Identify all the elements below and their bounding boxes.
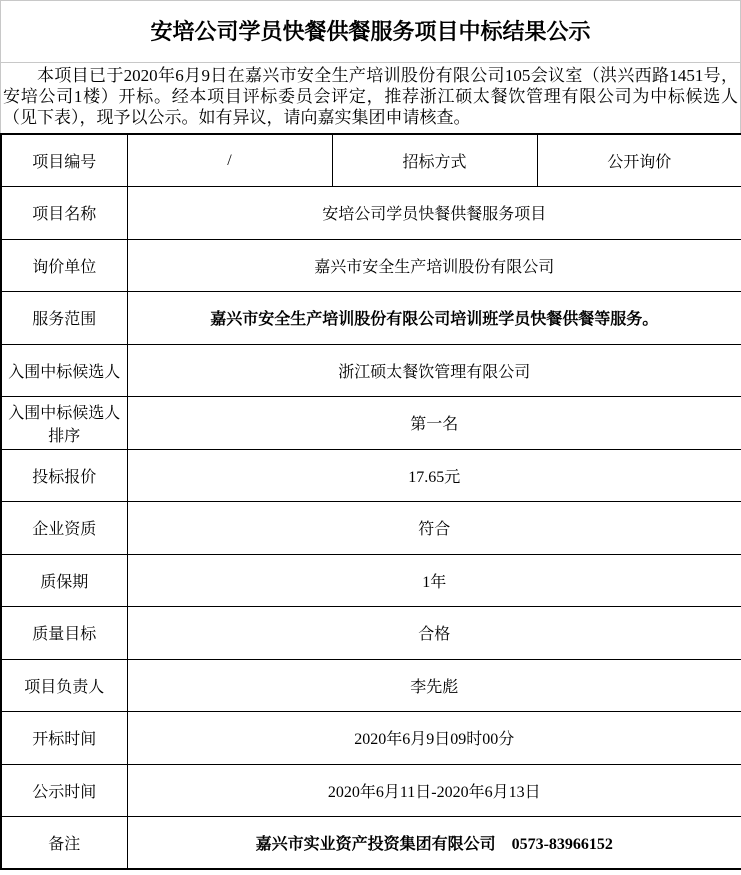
intro-paragraph: 本项目已于2020年6月9日在嘉兴市安全生产培训股份有限公司105会议室（洪兴西路1451号，安培公司1楼）开标。经本项目评标委员会评定，推荐浙江硕太餐饮管理有限公司为中标候选人（见下表），现予以公示。如有异议，请向嘉实集团申请核查。 — [3, 66, 738, 127]
row-label-cell: 质保期 — [1, 554, 127, 607]
row-value-cell: 2020年6月9日09时00分 — [127, 712, 741, 765]
table-row — [1, 187, 741, 240]
table-row — [1, 449, 741, 502]
row-value-cell: 符合 — [127, 502, 741, 555]
row-value-cell: 第一名 — [127, 397, 741, 450]
table-row — [1, 397, 741, 450]
title-banner — [0, 0, 741, 63]
intro-section — [0, 63, 741, 133]
row-value-cell: 17.65元 — [127, 449, 741, 502]
row-label-cell: 询价单位 — [1, 239, 127, 292]
row-value-cell: 安培公司学员快餐供餐服务项目 — [127, 187, 741, 240]
row-label-cell: 招标方式 — [332, 134, 537, 187]
row-label-cell: 质量目标 — [1, 607, 127, 660]
row-label-cell: 项目负责人 — [1, 659, 127, 712]
page-title: 安培公司学员快餐供餐服务项目中标结果公示 — [150, 18, 591, 44]
row-label-cell: 服务范围 — [1, 292, 127, 345]
row-value-cell: 1年 — [127, 554, 741, 607]
row-value-cell: 公开询价 — [537, 134, 741, 187]
table-row — [1, 239, 741, 292]
row-value-cell: / — [127, 134, 332, 187]
row-value-cell: 嘉兴市安全生产培训股份有限公司培训班学员快餐供餐等服务。 — [127, 292, 741, 345]
row-value-cell: 李先彪 — [127, 659, 741, 712]
row-label-cell: 项目名称 — [1, 187, 127, 240]
row-label-cell: 备注 — [1, 817, 127, 870]
row-value-cell: 嘉兴市实业资产投资集团有限公司 0573-83966152 — [127, 817, 741, 870]
table-row — [1, 344, 741, 397]
table-row — [1, 554, 741, 607]
row-value-cell: 浙江硕太餐饮管理有限公司 — [127, 344, 741, 397]
table-row — [1, 712, 741, 765]
row-value-cell: 合格 — [127, 607, 741, 660]
row-label-cell: 企业资质 — [1, 502, 127, 555]
table-row — [1, 659, 741, 712]
row-label-cell: 开标时间 — [1, 712, 127, 765]
row-label-cell: 入围中标候选人排序 — [1, 397, 127, 450]
table-row — [1, 764, 741, 817]
row-label-cell: 公示时间 — [1, 764, 127, 817]
table-row — [1, 607, 741, 660]
table-row — [1, 292, 741, 345]
row-value-cell: 2020年6月11日-2020年6月13日 — [127, 764, 741, 817]
table-row — [1, 134, 741, 187]
table-row — [1, 817, 741, 870]
row-label-cell: 项目编号 — [1, 134, 127, 187]
result-table — [0, 133, 741, 870]
table-row — [1, 502, 741, 555]
row-value-cell: 嘉兴市安全生产培训股份有限公司 — [127, 239, 741, 292]
row-label-cell: 投标报价 — [1, 449, 127, 502]
row-label-cell: 入围中标候选人 — [1, 344, 127, 397]
